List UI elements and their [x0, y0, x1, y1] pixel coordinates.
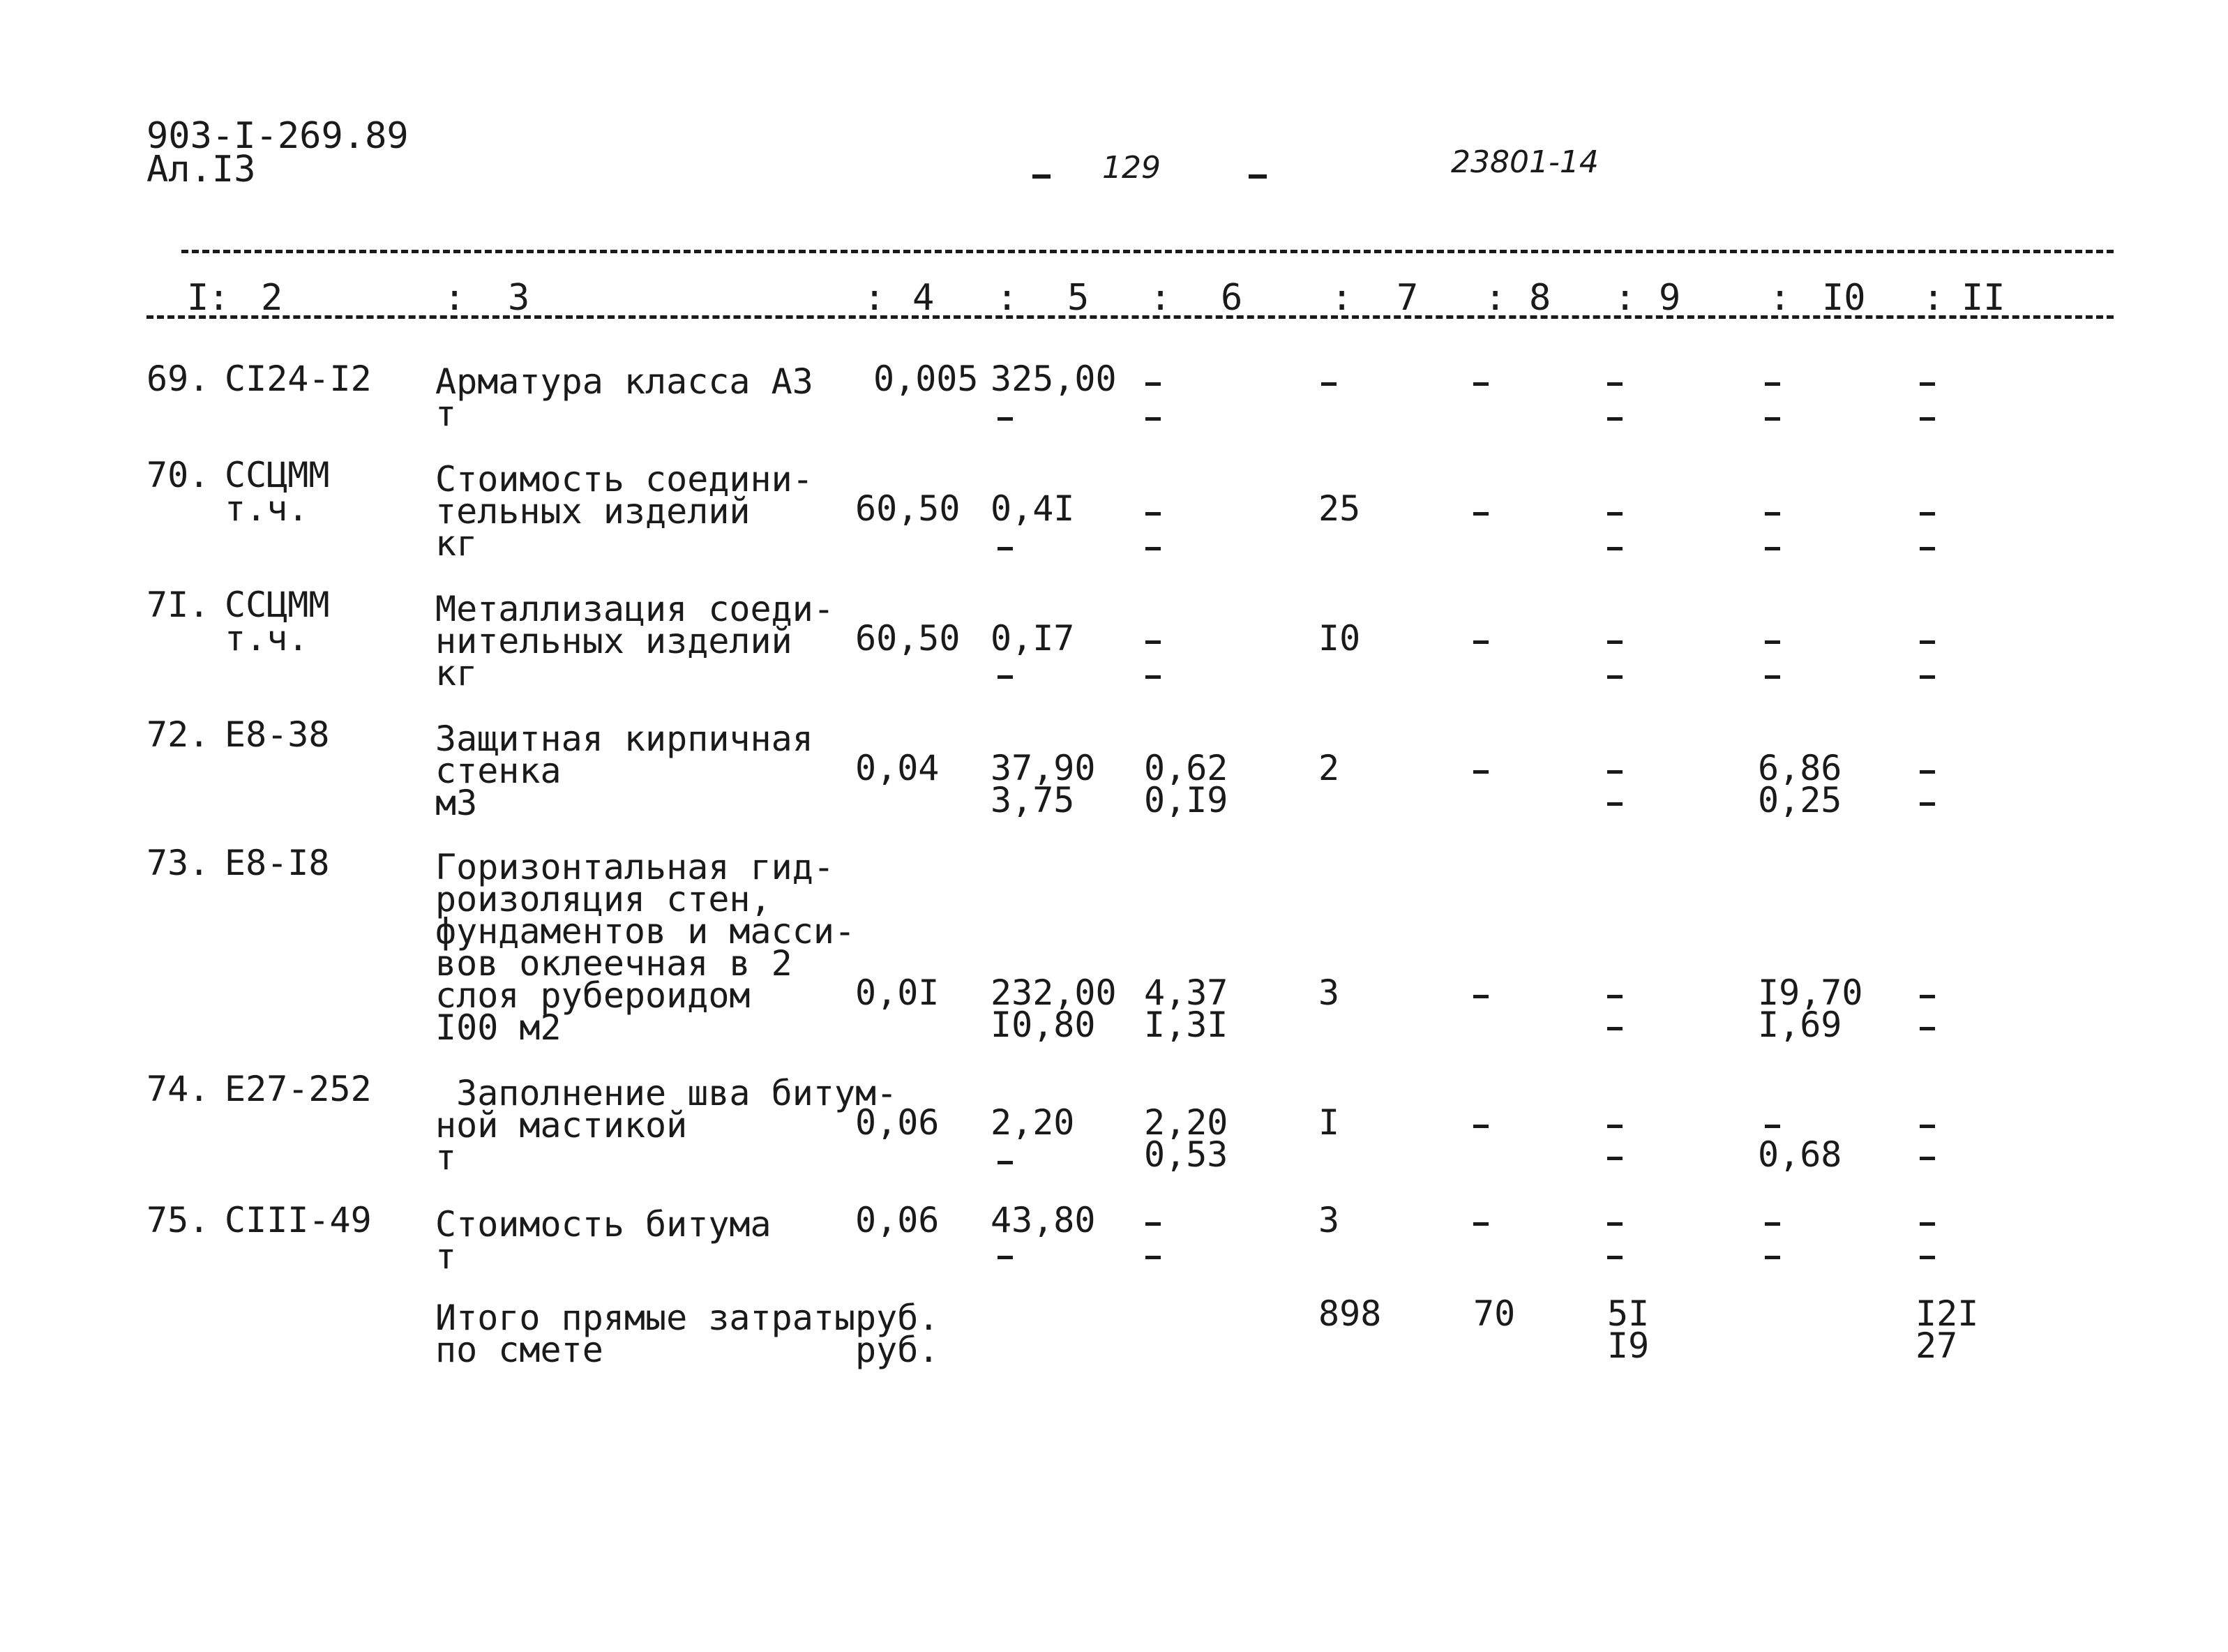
column-header-2: 2 — [261, 277, 283, 319]
row-col11-dash — [1920, 417, 1935, 421]
row-col6: 2,20 0,53 — [1144, 1102, 1228, 1175]
row-col5: 43,80 — [991, 1200, 1096, 1240]
row-col7: 3 — [1318, 1200, 1340, 1240]
row-col5-dash — [998, 675, 1013, 679]
column-header-separator: : — [1484, 277, 1507, 319]
row-col11-dash — [1920, 547, 1935, 550]
row-col6-dash — [1145, 417, 1161, 421]
column-header-separator: : — [996, 277, 1018, 319]
row-col11-dash — [1920, 770, 1935, 774]
row-col9-dash — [1607, 1222, 1623, 1226]
row-code: ССЦММ — [225, 585, 330, 625]
column-header-4: 4 — [912, 277, 935, 319]
row-col7: 3 — [1318, 973, 1340, 1013]
page-number-dash-left — [1032, 174, 1051, 179]
row-col7-dash — [1321, 382, 1337, 386]
row-col6-dash — [1145, 640, 1161, 644]
row-col9-dash — [1607, 770, 1623, 774]
column-header-separator: : — [1922, 277, 1945, 319]
row-col8-dash — [1473, 770, 1489, 774]
row-col10-dash — [1765, 1222, 1780, 1226]
row-col10: I9,70 I,69 — [1758, 973, 1863, 1045]
row-col5: 232,00 I0,80 — [991, 973, 1117, 1045]
row-col5-dash — [998, 417, 1013, 421]
total-label: Итого прямые затраты по смете — [435, 1298, 856, 1370]
row-col4: 0,005 — [873, 359, 979, 399]
row-code: Е8-38 — [225, 714, 330, 755]
row-col10-dash — [1765, 1256, 1780, 1259]
row-col9-dash — [1607, 802, 1623, 806]
row-col9-dash — [1607, 675, 1623, 679]
row-col10-dash — [1765, 547, 1780, 550]
row-description: Заполнение шва битум- ной мастикой т — [435, 1073, 898, 1178]
row-col7: 25 — [1318, 488, 1361, 529]
row-description: Металлизация соеди- нительных изделий кг — [435, 589, 834, 693]
row-code-note: т.ч. — [225, 488, 309, 529]
row-col11-dash — [1920, 802, 1935, 806]
row-col10-dash — [1765, 512, 1780, 516]
total-col11: I2I 27 — [1915, 1293, 1979, 1366]
column-header-5: 5 — [1067, 277, 1090, 319]
row-col11-dash — [1920, 1256, 1935, 1259]
row-col8-dash — [1473, 1222, 1489, 1226]
row-col6-dash — [1145, 512, 1161, 516]
row-col9-dash — [1607, 1157, 1623, 1160]
row-col9-dash — [1607, 512, 1623, 516]
row-col8-dash — [1473, 995, 1489, 998]
row-col6-dash — [1145, 547, 1161, 550]
sheet-label: Ал.I3 — [146, 149, 256, 190]
row-col8-dash — [1473, 382, 1489, 386]
column-header-separator: : — [864, 277, 886, 319]
column-header-10: I0 — [1822, 277, 1866, 319]
row-col9-dash — [1607, 1125, 1623, 1128]
row-number: 75. — [146, 1200, 210, 1240]
row-col11-dash — [1920, 1157, 1935, 1160]
row-col4: 0,0I — [855, 973, 940, 1013]
row-number: 70. — [146, 455, 210, 495]
header-bottom-rule — [146, 315, 2114, 319]
row-col10-dash — [1765, 1125, 1780, 1128]
row-col4: 0,06 — [855, 1200, 940, 1240]
row-col4: 0,06 — [855, 1102, 940, 1143]
row-col5: 325,00 — [991, 359, 1117, 399]
header-top-rule — [181, 250, 2114, 253]
column-header-7: 7 — [1397, 277, 1419, 319]
column-header-1: I — [187, 277, 209, 319]
page-number-dash-right — [1249, 174, 1267, 179]
row-number: 72. — [146, 714, 210, 755]
row-col9-dash — [1607, 417, 1623, 421]
row-col11-dash — [1920, 1125, 1935, 1128]
row-col7: I — [1318, 1102, 1340, 1143]
row-col11-dash — [1920, 995, 1935, 998]
row-description: Стоимость битума т — [435, 1204, 771, 1277]
row-col11-dash — [1920, 675, 1935, 679]
row-description: Защитная кирпичная стенка м3 — [435, 719, 813, 823]
row-col9-dash — [1607, 1256, 1623, 1259]
row-col10-dash — [1765, 640, 1780, 644]
row-col7: I0 — [1318, 618, 1361, 659]
row-code-note: т.ч. — [225, 618, 309, 659]
row-col10-dash — [1765, 382, 1780, 386]
column-header-separator: : — [1614, 277, 1636, 319]
row-col4: 0,04 — [855, 748, 940, 788]
inventory-number: 23801-14 — [1451, 144, 1599, 180]
row-col7: 2 — [1318, 748, 1340, 788]
row-col4: 60,50 — [855, 488, 961, 529]
row-col11-dash — [1920, 1027, 1935, 1030]
row-col11-dash — [1920, 1222, 1935, 1226]
row-col9-dash — [1607, 995, 1623, 998]
row-col4: 60,50 — [855, 618, 961, 659]
column-header-8: 8 — [1529, 277, 1551, 319]
column-header-3: 3 — [508, 277, 530, 319]
row-description: Горизонтальная гид- роизоляция стен, фундаментов и масси- вов оклеечная в 2 слоя рубероидом I00 м2 — [435, 847, 856, 1048]
column-header-separator: : — [1331, 277, 1353, 319]
row-col9-dash — [1607, 1027, 1623, 1030]
row-col10-dash — [1765, 417, 1780, 421]
column-header-separator: : — [1769, 277, 1791, 319]
page-number: 129 — [1102, 150, 1161, 186]
row-col10: 0,68 — [1758, 1134, 1842, 1175]
total-col9: 5I I9 — [1607, 1293, 1650, 1366]
row-col11-dash — [1920, 512, 1935, 516]
row-col10-dash — [1765, 675, 1780, 679]
row-col11-dash — [1920, 382, 1935, 386]
row-col6-dash — [1145, 675, 1161, 679]
document-code: 903-I-269.89 — [146, 115, 409, 157]
row-col6: 4,37 I,3I — [1144, 973, 1228, 1045]
row-code: CIII-49 — [225, 1200, 372, 1240]
row-description: Стоимость соедини- тельных изделий кг — [435, 459, 813, 564]
row-col11-dash — [1920, 640, 1935, 644]
row-col8-dash — [1473, 512, 1489, 516]
row-col10: 6,86 0,25 — [1758, 748, 1842, 820]
row-col9-dash — [1607, 640, 1623, 644]
row-number: 7I. — [146, 585, 210, 625]
row-number: 73. — [146, 843, 210, 883]
column-header-9: 9 — [1659, 277, 1681, 319]
row-code: Е8-I8 — [225, 843, 330, 883]
row-col8-dash — [1473, 1125, 1489, 1128]
column-header-separator: : — [444, 277, 466, 319]
row-col5-dash — [998, 1256, 1013, 1259]
total-col8: 70 — [1473, 1293, 1516, 1334]
row-number: 74. — [146, 1069, 210, 1109]
row-col8-dash — [1473, 640, 1489, 644]
row-col5-dash — [998, 1161, 1013, 1164]
row-code: Е27-252 — [225, 1069, 372, 1109]
row-col9-dash — [1607, 547, 1623, 550]
row-col5-dash — [998, 547, 1013, 550]
total-unit: руб. руб. — [855, 1298, 940, 1370]
row-code: CI24-I2 — [225, 359, 372, 399]
row-description: Арматура класса А3 т — [435, 361, 813, 434]
column-header-separator: : — [208, 277, 230, 319]
column-header-6: 6 — [1221, 277, 1243, 319]
row-col9-dash — [1607, 382, 1623, 386]
row-col5: 0,I7 — [991, 618, 1075, 659]
row-col5: 37,90 3,75 — [991, 748, 1096, 820]
row-col6: 0,62 0,I9 — [1144, 748, 1228, 820]
row-col5: 0,4I — [991, 488, 1075, 529]
total-col7: 898 — [1318, 1293, 1382, 1334]
row-col6-dash — [1145, 382, 1161, 386]
row-code: ССЦММ — [225, 455, 330, 495]
column-header-11: II — [1962, 277, 2005, 319]
row-col6-dash — [1145, 1256, 1161, 1259]
row-col5: 2,20 — [991, 1102, 1075, 1143]
row-col6-dash — [1145, 1222, 1161, 1226]
row-number: 69. — [146, 359, 210, 399]
column-header-separator: : — [1150, 277, 1172, 319]
